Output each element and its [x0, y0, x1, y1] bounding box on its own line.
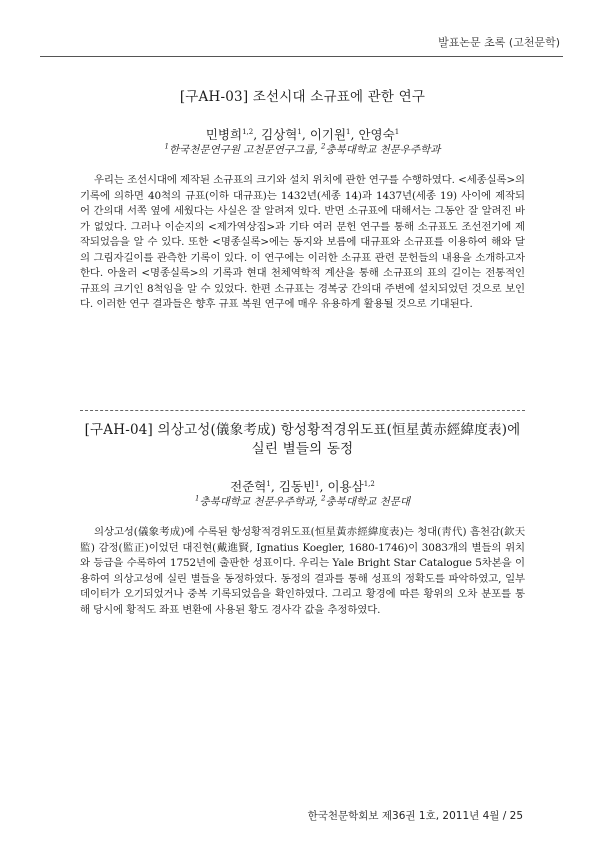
author-name: 민병희 [205, 127, 243, 142]
abstract-body: 의상고성(儀象考成)에 수록된 항성황적경위도표(恒星黃赤經緯度表)는 청대(靑代) 흠천감(欽天監) 감정(監正)이었던 대진현(戴進賢, Ignatius Koegler, 1680-1746)이 3083개의 별들의 위치와 등급을 수록하여 1752년에 출판한 성표이다. 우리는 Yale Bright Star Catalogue 5차본을 이용하여 의상고성에 실린 별들을 동정하였다. 동정의 결과를 통해 성표의 정확도를 파악하였고, 일부 데이터가 오기되었거나 중복 기록되었음을 확인하였다. 그리고 황경에 따른 황위의 오차 분포를 통해 당시에 황적도 좌표 변환에 사용된 황도 경사각 값을 추정하였다. [80, 526, 525, 616]
author-sup: 1,2 [242, 127, 254, 136]
author-sup: 1 [394, 127, 400, 136]
author-list: 전준혁$^1$, 김동빈$^1$, 이용삼$^{1,2}$ [230, 479, 375, 494]
author-name: 이용삼 [327, 479, 364, 494]
abstract-2 [80, 421, 525, 618]
affiliations: $^1$충북대학교 천문우주학과, $^2$충북대학교 천문대 [194, 494, 411, 508]
header-rule [40, 56, 563, 57]
author-name: 전준혁 [230, 479, 267, 494]
title-line: [구AH-04] 의상고성(儀象考成) 항성황적경위도표(恒星黃赤經緯度表)에 [84, 422, 521, 438]
author-name: 김상혁 [261, 127, 298, 142]
author-name: 김동빈 [278, 479, 316, 494]
abstract-title [80, 421, 525, 459]
affil-sup: 1 [194, 494, 200, 503]
author-sup: 1 [266, 479, 271, 488]
author-name: 이기원 [309, 127, 347, 142]
author-sup: 1 [315, 479, 320, 488]
section-separator [80, 410, 525, 411]
affiliation: 충북대학교 천문우주학과 [199, 496, 315, 508]
author-list: 민병희$^{1,2}$, 김상혁$^1$, 이기원$^1$, 안영숙$^1$ [205, 127, 400, 142]
title-line: 실린 별들의 동정 [251, 441, 354, 457]
title-line: [구AH-03] 조선시대 소규표에 관한 연구 [179, 89, 426, 105]
author-sup: 1 [297, 127, 302, 136]
affiliation: 충북대학교 천문대 [325, 496, 411, 508]
affiliations: $^1$한국천문연구원 고천문연구그룹, $^2$충북대학교 천문우주학과 [164, 142, 441, 156]
author-sup: 1 [346, 127, 351, 136]
affiliation: 충북대학교 천문우주학과 [325, 144, 441, 156]
abstract-1 [80, 88, 525, 313]
affil-sup: 1 [164, 142, 170, 151]
affiliation: 한국천문연구원 고천문연구그룹 [169, 144, 315, 156]
author-name: 안영숙 [358, 127, 395, 142]
abstract-title [80, 88, 525, 107]
affil-sup: 2 [321, 142, 326, 151]
running-header: 발표논문 초록 (고천문학) [438, 36, 560, 49]
author-sup: 1,2 [363, 479, 375, 488]
page-footer: 한국천문학회보 제36권 1호, 2011년 4월 / 25 [307, 810, 523, 822]
affil-sup: 2 [321, 494, 326, 503]
abstract-body: 우리는 조선시대에 제작된 소규표의 크기와 설치 위치에 관한 연구를 수행하였다. <세종실록>의 기록에 의하면 40척의 규표(이하 대규표)는 1432년(세종 14)과 1437년(세종 19) 사이에 제작되어 간의대 서쪽 옆에 세웠다는 사실은 잘 알려져 있다. 반면 소규표에 대해서는 그동안 잘 알려진 바가 없었다. 그러나 이순지의 <제가역상집>과 기타 여러 문헌 연구를 통해 소규표도 조선전기에 제작되었음을 알 수 있다. 또한 <명종실록>에는 동지와 보름에 대규표와 소규표를 이용하여 해와 달의 그림자길이를 관측한 기록이 있다. 이 연구에는 이러한 소규표 관련 문헌들의 내용을 소개하고자 한다. 아울러 <명종실록>의 기록과 현대 천체역학적 계산을 통해 소규표의 표의 길이는 전통적인 규표의 크기인 8척임을 알 수 있었다. 한편 소규표는 경복궁 간의대 주변에 설치되었던 것으로 보인다. 이러한 연구 결과들은 향후 규표 복원 연구에 매우 유용하게 활용될 것으로 기대된다. [80, 174, 525, 310]
